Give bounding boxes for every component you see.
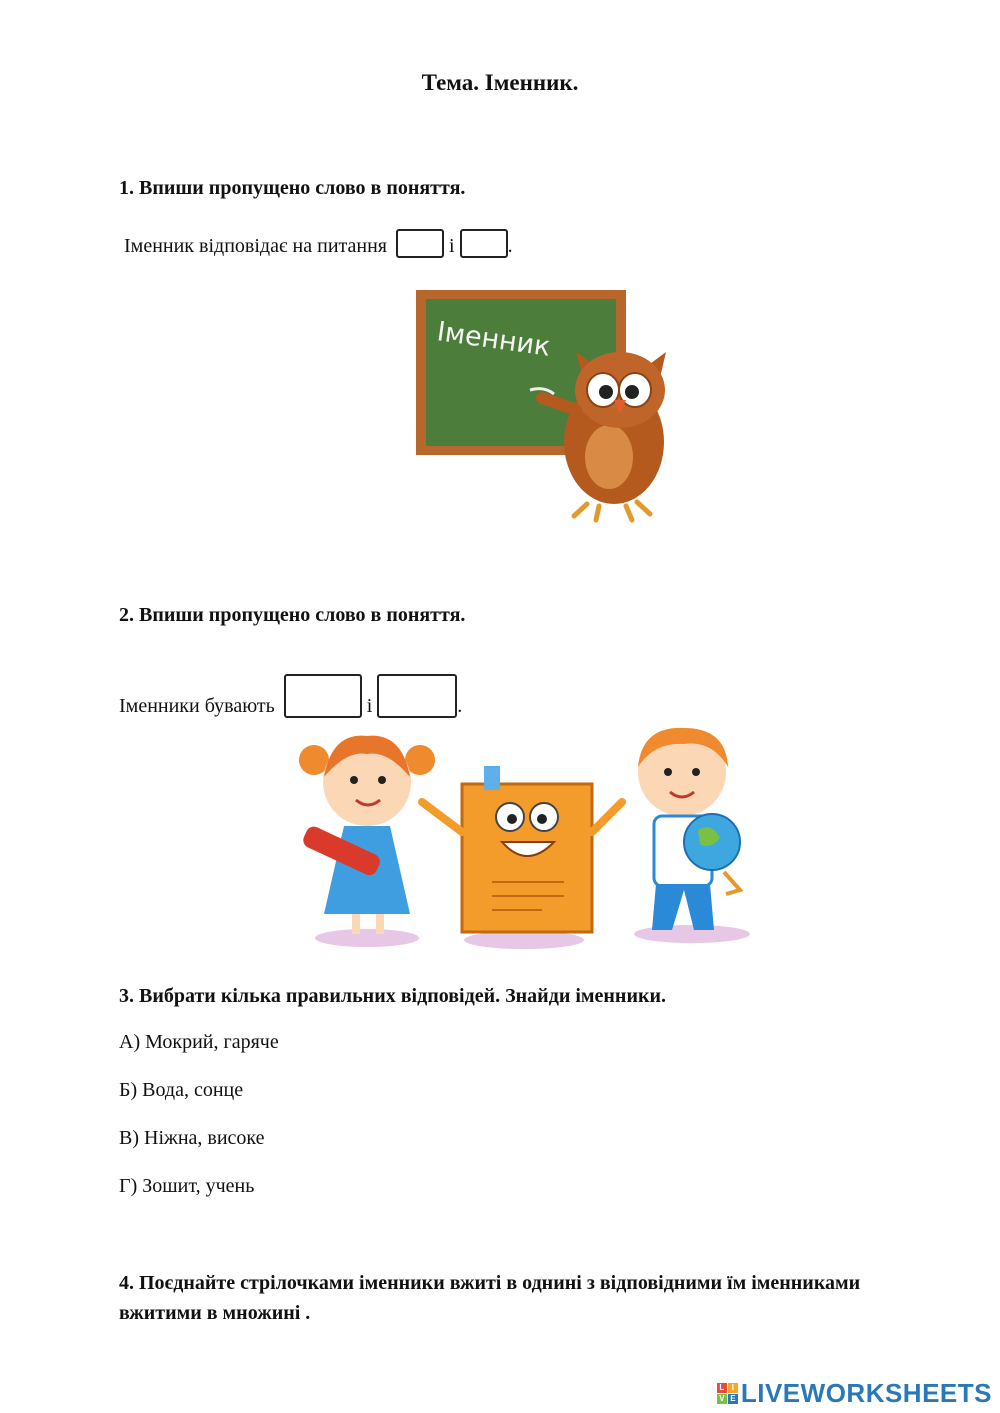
q3-option-a[interactable]: А) Мокрий, гаряче xyxy=(119,1031,279,1053)
owl-chalkboard-illustration xyxy=(404,282,680,532)
q1-answer-box-1[interactable] xyxy=(396,229,444,258)
q2-answer-box-2[interactable] xyxy=(377,674,457,718)
q1-sentence xyxy=(124,229,513,258)
board-text: Іменник xyxy=(435,316,553,363)
page-title: Тема. Іменник. xyxy=(421,70,579,95)
q3-option-c[interactable]: В) Ніжна, високе xyxy=(119,1127,265,1149)
logo-text: LIVEWORKSHEETS xyxy=(740,1378,992,1408)
q1-heading: 1. Впиши пропущено слово в поняття. xyxy=(119,177,466,199)
q3-heading: 3. Вибрати кілька правильних відповідей. Знайди іменники. xyxy=(119,985,667,1007)
book-character xyxy=(422,766,622,932)
boy-figure xyxy=(638,728,740,930)
kids-with-book-illustration xyxy=(292,722,758,962)
q2-end: . xyxy=(457,695,463,717)
logo-icon: L I V E xyxy=(717,1383,738,1404)
q2-conj: і xyxy=(366,695,373,717)
q3-option-d[interactable]: Г) Зошит, учень xyxy=(119,1175,255,1197)
q3-option-b[interactable]: Б) Вода, сонце xyxy=(119,1079,244,1101)
q2-answer-box-1[interactable] xyxy=(284,674,362,718)
q1-end: . xyxy=(507,235,513,257)
girl-figure xyxy=(299,736,435,934)
q1-conj: і xyxy=(449,235,455,257)
q4-heading: 4. Поєднайте стрілочками іменники вжиті в однині з відповідними їм іменниками вжитими в множині . xyxy=(119,1272,861,1324)
q2-heading: 2. Впиши пропущено слово в поняття. xyxy=(119,604,466,626)
q2-text: Іменники бувають xyxy=(119,695,275,717)
q1-text: Іменник відповідає на питання xyxy=(124,235,387,257)
q2-sentence xyxy=(119,674,462,718)
liveworksheets-logo xyxy=(717,1378,992,1409)
q1-answer-box-2[interactable] xyxy=(460,229,508,258)
